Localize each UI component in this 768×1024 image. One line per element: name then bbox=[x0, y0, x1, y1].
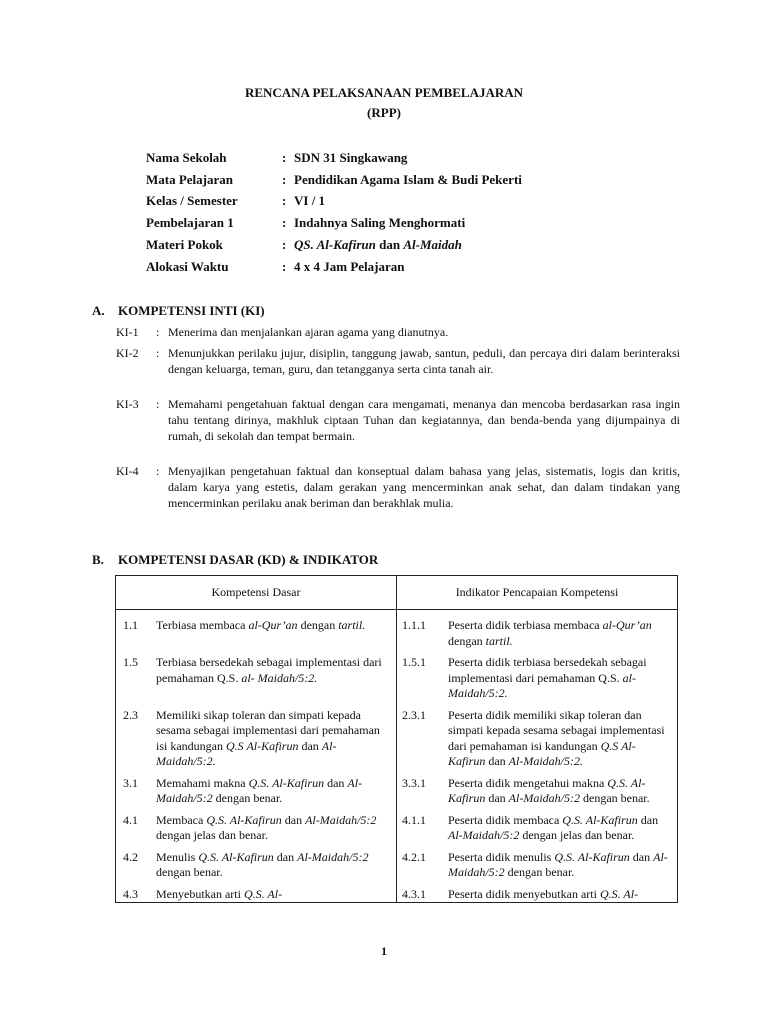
identity-colon: : bbox=[282, 215, 287, 230]
document-subtitle: (RPP) bbox=[367, 105, 401, 120]
kd-description bbox=[156, 708, 396, 770]
indicator-cell bbox=[397, 655, 678, 708]
cell-italic-part: Al-Maidah/5:2 bbox=[448, 828, 520, 842]
kd-number: 1.1 bbox=[123, 618, 138, 632]
cell-text-part: Menulis bbox=[156, 849, 199, 864]
cell-text-part: dan bbox=[485, 754, 509, 768]
indicator-cell bbox=[397, 813, 678, 850]
indicator-cell bbox=[397, 708, 678, 776]
cell-italic-part: al- Maidah/5:2. bbox=[241, 670, 318, 685]
table-row bbox=[116, 887, 678, 903]
cell-italic-part: Al-Maidah/5:2 bbox=[448, 849, 668, 879]
materi-part-c: Al-Maidah bbox=[403, 237, 462, 252]
table-row bbox=[116, 655, 678, 708]
kd-number: 3.1 bbox=[123, 775, 138, 790]
kd-number: 2.3 bbox=[123, 707, 138, 722]
kd-table-body bbox=[116, 610, 678, 903]
cell-italic-part: Al-Maidah/5:2. bbox=[508, 754, 583, 768]
ki-colon: : bbox=[156, 346, 160, 360]
section-a-letter: A. bbox=[92, 303, 105, 318]
kd-description bbox=[156, 850, 396, 881]
cell-text-part: Terbiasa bersedekah sebagai implementasi dari pemahaman Q.S. bbox=[156, 655, 382, 685]
kd-cell bbox=[116, 813, 397, 850]
identity-label: Kelas / Semester bbox=[146, 193, 238, 208]
cell-text-part: Menyebutkan arti bbox=[156, 886, 244, 901]
indicator-cell bbox=[397, 776, 678, 813]
table-row bbox=[116, 850, 678, 887]
indicator-cell bbox=[397, 887, 678, 903]
cell-italic-part: al-Qur’an bbox=[248, 618, 298, 632]
cell-italic-part: Al-Maidah/5:2. bbox=[156, 738, 337, 768]
indicator-number: 4.1.1 bbox=[402, 812, 426, 827]
indicator-number: 4.3.1 bbox=[402, 886, 426, 901]
cell-italic-part: Q.S. Al-Kafirun bbox=[198, 849, 274, 864]
ki-colon: : bbox=[156, 397, 160, 411]
identity-value: Pendidikan Agama Islam & Budi Pekerti bbox=[294, 172, 522, 187]
cell-text-part: dan bbox=[298, 738, 322, 753]
identity-value: Indahnya Saling Menghormati bbox=[294, 215, 466, 230]
identity-colon: : bbox=[282, 150, 287, 165]
cell-text-part: dengan benar. bbox=[156, 865, 223, 879]
cell-text-part: dan bbox=[629, 849, 654, 864]
identity-value: 4 x 4 Jam Pelajaran bbox=[294, 259, 405, 274]
ki-colon: : bbox=[156, 464, 160, 478]
table-row bbox=[116, 610, 678, 656]
cell-italic-part: Al-Maidah/5:2 bbox=[305, 812, 377, 827]
section-b-title: KOMPETENSI DASAR (KD) & INDIKATOR bbox=[118, 552, 379, 567]
column-header-kd: Kompetensi Dasar bbox=[116, 576, 397, 610]
identity-label: Pembelajaran 1 bbox=[146, 215, 234, 230]
cell-text-part: Terbiasa membaca bbox=[156, 618, 249, 632]
kd-table bbox=[115, 575, 678, 903]
cell-text-part: Peserta didik mengetahui makna bbox=[448, 775, 608, 790]
materi-part-b: dan bbox=[375, 237, 404, 252]
indicator-description bbox=[448, 887, 677, 903]
cell-italic-part: Q.S. Al- bbox=[599, 886, 639, 901]
cell-italic-part: Al-Maidah/5:2 bbox=[156, 775, 363, 805]
ki-code: KI-1 bbox=[116, 325, 139, 339]
indicator-description bbox=[448, 655, 677, 702]
cell-text-part: dan bbox=[637, 812, 659, 827]
identity-value: SDN 31 Singkawang bbox=[294, 150, 408, 165]
identity-colon: : bbox=[282, 259, 287, 274]
indicator-description bbox=[448, 850, 677, 881]
table-row bbox=[116, 708, 678, 776]
cell-italic-part: Q.S. Al-Kafirun bbox=[248, 775, 325, 790]
identity-label: Materi Pokok bbox=[146, 237, 223, 252]
ki-code: KI-2 bbox=[116, 346, 139, 360]
kd-number: 4.2 bbox=[123, 849, 138, 864]
indicator-number: 3.3.1 bbox=[402, 775, 426, 790]
kd-cell bbox=[116, 776, 397, 813]
kd-description bbox=[156, 813, 396, 844]
cell-text-part: dengan benar. bbox=[580, 791, 650, 805]
cell-italic-part: tartil. bbox=[485, 633, 513, 648]
kd-number: 4.3 bbox=[123, 886, 138, 901]
table-row bbox=[116, 813, 678, 850]
indicator-cell bbox=[397, 850, 678, 887]
cell-italic-part: al-Qur’an bbox=[602, 618, 652, 632]
indicator-number: 1.5.1 bbox=[402, 655, 426, 669]
kd-cell bbox=[116, 708, 397, 776]
identity-label: Alokasi Waktu bbox=[146, 259, 229, 274]
identity-value: VI / 1 bbox=[294, 193, 326, 208]
ki-code: KI-4 bbox=[116, 464, 139, 478]
cell-italic-part: Al-Maidah/5:2 bbox=[508, 791, 580, 805]
ki-text: Menerima dan menjalankan ajaran agama yang dianutnya. bbox=[168, 325, 449, 339]
cell-italic-part: Q.S Al-Kafirun bbox=[448, 738, 636, 768]
cell-italic-part: Q.S. Al- bbox=[243, 886, 283, 901]
kd-number: 1.5 bbox=[123, 655, 138, 669]
ki-text: Menyajikan pengetahuan faktual dan konseptual dalam bahasa yang jelas, sistematis, logis dan kritis, dalam karya yang estetis, dalam gerakan yang mencerminkan anak sehat, dan dalam tindakan yang mencerminkan perilaku anak beriman dan berakhlak mulia. bbox=[168, 464, 680, 510]
materi-part-a: QS. Al-Kafirun bbox=[294, 237, 376, 252]
kd-cell bbox=[116, 887, 397, 903]
cell-text-part: dengan benar. bbox=[212, 791, 283, 805]
cell-text-part: Peserta didik terbiasa membaca bbox=[448, 618, 603, 632]
cell-italic-part: Q.S. Al-Kafirun bbox=[206, 812, 282, 827]
cell-italic-part: Q.S Al-Kafirun bbox=[226, 738, 299, 753]
cell-text-part: dan bbox=[273, 849, 298, 864]
cell-text-part: dan bbox=[281, 812, 306, 827]
kd-description bbox=[156, 887, 396, 903]
cell-italic-part: Q.S. Al-Kafirun bbox=[562, 812, 638, 827]
ki-text: Memahami pengetahuan faktual dengan cara mengamati, menanya dan mencoba berdasarkan rasa ingin tahu tentang dirinya, makhluk ciptaan Tuhan dan kegiatannya, dan benda-benda yang dijumpainya di rumah, di sekolah dan tempat bermain. bbox=[168, 397, 680, 443]
cell-text-part: Membaca bbox=[156, 812, 207, 827]
cell-text-part: dengan bbox=[448, 633, 486, 648]
identity-colon: : bbox=[282, 172, 287, 187]
cell-text-part: Peserta didik memiliki sikap toleran dan simpati kepada sesama sebagai implementasi dari pemahaman isi kandungan bbox=[448, 707, 665, 753]
cell-text-part: dengan bbox=[297, 618, 339, 632]
cell-text-part: dengan benar. bbox=[504, 865, 575, 879]
kd-cell bbox=[116, 655, 397, 708]
identity-value bbox=[294, 237, 462, 253]
cell-italic-part: Al-Maidah/5:2 bbox=[297, 849, 369, 864]
identity-label: Nama Sekolah bbox=[146, 150, 227, 165]
indicator-description bbox=[448, 618, 677, 649]
kd-cell bbox=[116, 610, 397, 656]
cell-text-part: Peserta didik terbiasa bersedekah sebagai implementasi dari pemahaman Q.S. bbox=[448, 655, 647, 685]
document-title: RENCANA PELAKSANAAN PEMBELAJARAN bbox=[244, 85, 524, 100]
cell-text-part: dan bbox=[324, 775, 348, 790]
indicator-description bbox=[448, 708, 677, 770]
ki-text: Menunjukkan perilaku jujur, disiplin, tanggung jawab, santun, peduli, dan percaya diri dalam berinteraksi dengan keluarga, teman, guru, dan tetangganya serta cinta tanah air. bbox=[168, 346, 680, 376]
cell-text-part: Memiliki sikap toleran dan simpati kepada sesama sebagai implementasi dari pemahaman isi kandungan bbox=[156, 707, 380, 753]
column-header-indicator: Indikator Pencapaian Kompetensi bbox=[397, 576, 678, 610]
kd-description bbox=[156, 776, 396, 807]
indicator-number: 2.3.1 bbox=[402, 707, 426, 722]
identity-colon: : bbox=[282, 193, 287, 208]
cell-text-part: Memahami makna bbox=[156, 775, 249, 790]
kd-number: 4.1 bbox=[123, 812, 138, 827]
kd-description bbox=[156, 618, 396, 634]
cell-text-part: Peserta didik menyebutkan arti bbox=[448, 886, 600, 901]
cell-italic-part: tartil. bbox=[338, 618, 366, 632]
indicator-description bbox=[448, 776, 677, 807]
page-number: 1 bbox=[381, 944, 387, 958]
table-row bbox=[116, 776, 678, 813]
cell-text-part: dan bbox=[485, 791, 509, 805]
indicator-number: 1.1.1 bbox=[402, 618, 426, 632]
cell-text-part: Peserta didik menulis bbox=[448, 849, 555, 864]
indicator-description bbox=[448, 813, 677, 844]
indicator-number: 4.2.1 bbox=[402, 849, 426, 864]
identity-colon: : bbox=[282, 237, 287, 252]
cell-text-part: Peserta didik membaca bbox=[448, 812, 563, 827]
identity-label: Mata Pelajaran bbox=[146, 172, 234, 187]
cell-italic-part: Q.S. Al-Kafirun bbox=[554, 849, 630, 864]
indicator-cell bbox=[397, 610, 678, 656]
kd-cell bbox=[116, 850, 397, 887]
kd-description bbox=[156, 655, 396, 686]
cell-italic-part: al- Maidah/5:2. bbox=[448, 670, 636, 700]
cell-text-part: dengan jelas dan benar. bbox=[519, 828, 635, 842]
cell-text-part: dengan jelas dan benar. bbox=[156, 828, 268, 842]
ki-code: KI-3 bbox=[116, 397, 139, 411]
cell-italic-part: Q.S. Al-Kafirun bbox=[448, 775, 646, 805]
ki-colon: : bbox=[156, 325, 160, 339]
section-b-letter: B. bbox=[92, 552, 104, 567]
section-a-title: KOMPETENSI INTI (KI) bbox=[118, 303, 265, 318]
